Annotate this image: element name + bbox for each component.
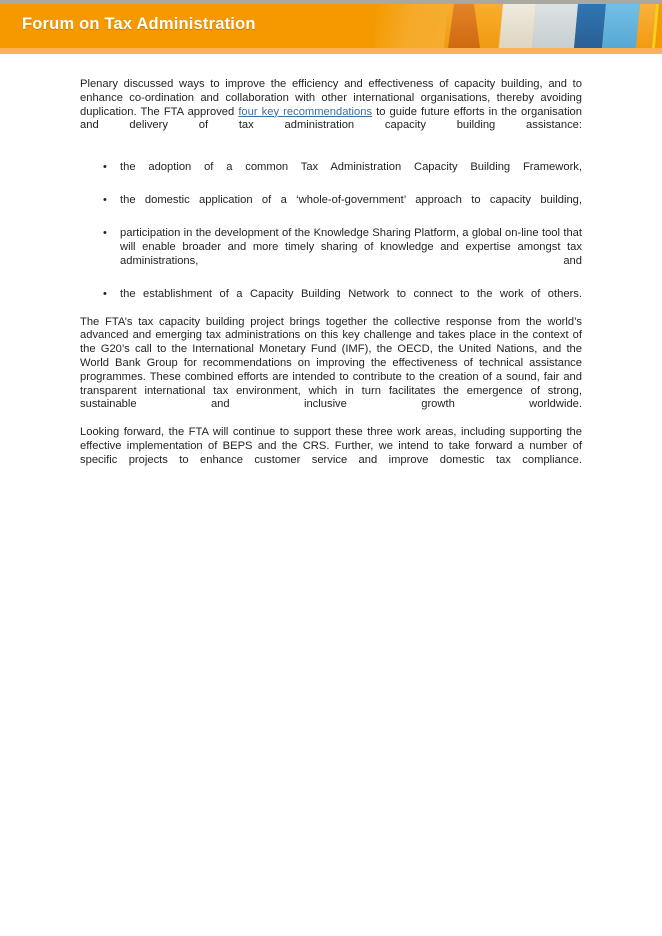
header-decoration-graphic xyxy=(440,4,662,48)
paragraph-1-text-before-link: Plenary discussed ways to improve the efficiency and effectiveness of capacity building, and to enhance co-ordination and collaboration with other international organisations, thereby avoiding duplication. The FTA approved xyxy=(80,78,582,118)
list-item xyxy=(103,160,582,189)
page-title: Forum on Tax Administration xyxy=(22,15,256,33)
header-bottom-strip xyxy=(0,48,662,54)
page-header-banner xyxy=(0,0,662,54)
bullet-icon: • xyxy=(103,193,107,206)
list-item-text: participation in the development of the Knowledge Sharing Platform, a global on-line tool that will enable broader and more timely sharing of knowledge and expertise amongst tax administrations, and xyxy=(120,227,582,267)
list-item-text: the domestic application of a ‘whole-of-government’ approach to capacity building, xyxy=(120,193,582,206)
list-item xyxy=(103,227,582,282)
list-item-text: the adoption of a common Tax Administration Capacity Building Framework, xyxy=(120,160,582,173)
four-key-recommendations-link[interactable]: four key recommendations xyxy=(238,105,373,118)
bullet-icon: • xyxy=(103,287,107,300)
list-item xyxy=(103,287,582,316)
bullet-icon: • xyxy=(103,227,107,240)
paragraph-plenary-capacity-building xyxy=(80,78,582,147)
recommendations-list xyxy=(80,161,582,316)
list-item xyxy=(103,193,582,222)
paragraph-looking-forward: Looking forward, the FTA will continue to support these three work areas, including supporting the effective implementation of BEPS and the CRS. Further, we intend to take forward a number of specific projects to enhance customer service and improve domestic tax compliance. xyxy=(80,425,582,466)
paragraph-1-text-after-link: to guide future efforts in the organisation and delivery of tax administration capacity building assistance: xyxy=(80,105,583,132)
paragraph-tax-capacity-project: The FTA’s tax capacity building project brings together the collective response from the world’s advanced and emerging tax administrations on this key challenge and takes place in the context of the G20’s call to the International Monetary Fund (IMF), the OECD, the United Nations, and the World Bank Group for recommendations on improving the effectiveness of technical assistance programmes. These combined efforts are intended to contribute to the creation of a sound, fair and transparent international tax environment, which in turn facilitates the emergence of strong, sustainable and inclusive growth worldwide. xyxy=(80,315,582,411)
bullet-icon: • xyxy=(103,160,107,173)
list-item-text: the establishment of a Capacity Building Network to connect to the work of others. xyxy=(120,287,582,300)
document-body xyxy=(80,78,582,481)
